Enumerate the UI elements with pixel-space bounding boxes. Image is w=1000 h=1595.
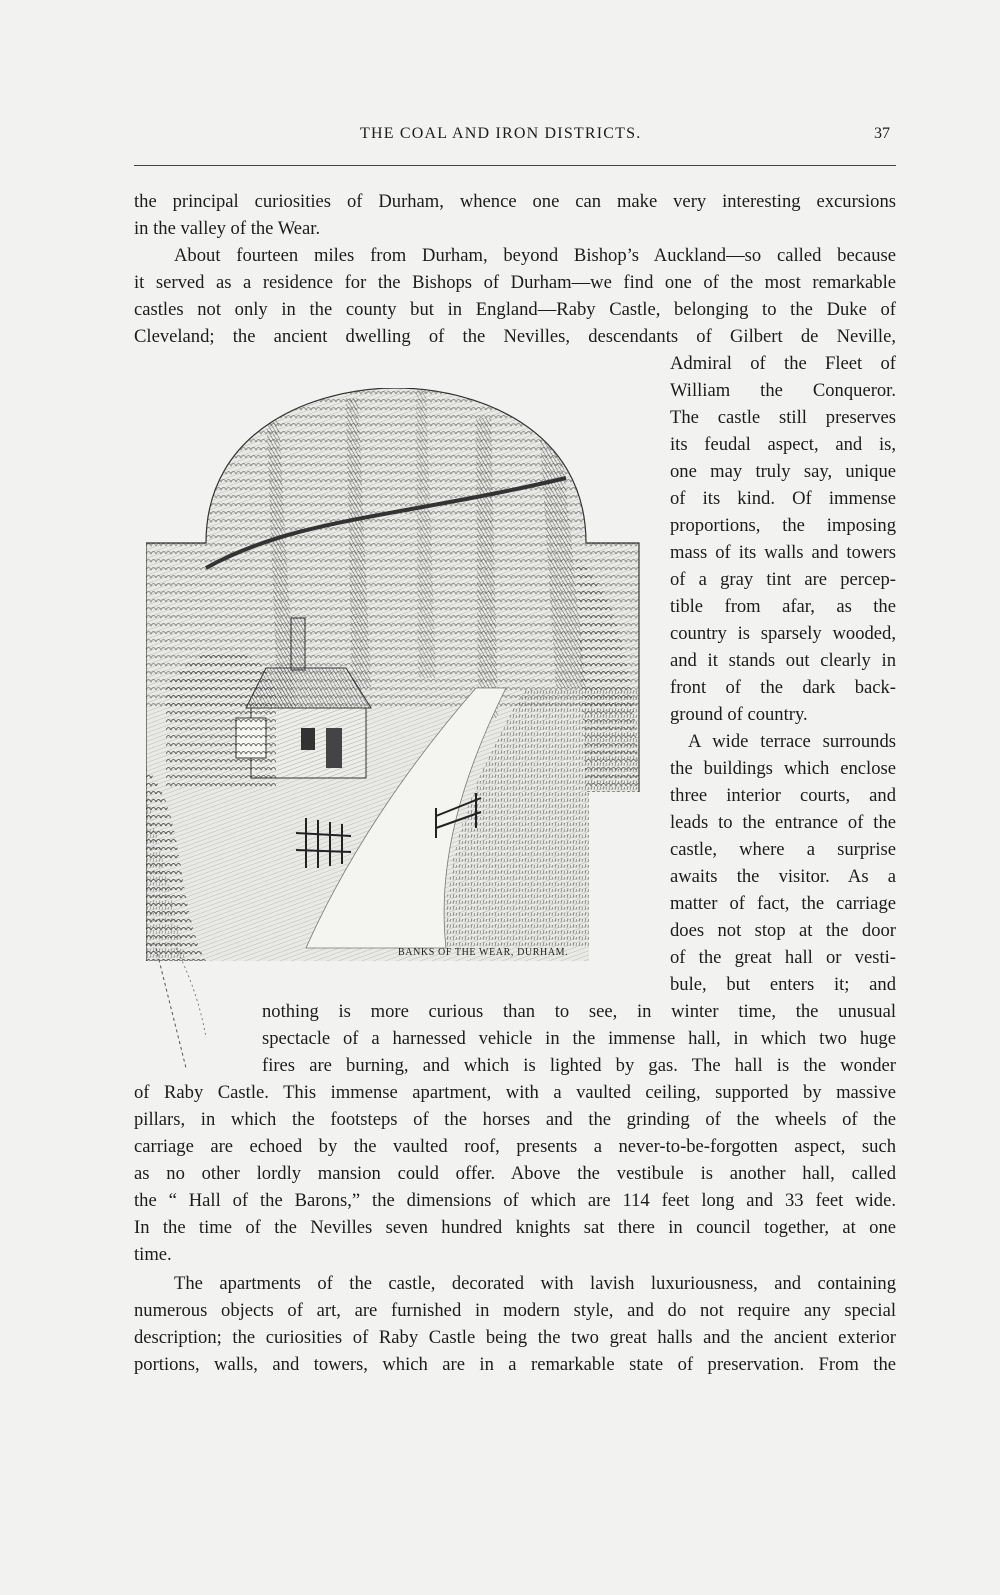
text-line: of Raby Castle. This immense apartment, with a vaulted ceiling, supported by massive — [134, 1082, 896, 1103]
engraving-illustration — [146, 388, 650, 1078]
text-line: The castle still preserves — [670, 407, 896, 428]
text-line: and it stands out clearly in — [670, 650, 896, 671]
text-line: nothing is more curious than to see, in winter time, the unusual — [262, 1001, 896, 1022]
running-title: THE COAL AND IRON DISTRICTS. — [360, 125, 642, 142]
text-line: About fourteen miles from Durham, beyond Bishop’s Auckland—so called because — [174, 245, 896, 266]
text-line: ground of country. — [670, 704, 808, 725]
text-line: in the valley of the Wear. — [134, 218, 321, 239]
text-line: description; the curiosities of Raby Castle being the two great halls and the ancient exterior — [134, 1327, 896, 1348]
text-line: Cleveland; the ancient dwelling of the Nevilles, descendants of Gilbert de Neville, — [134, 326, 896, 347]
text-line: the buildings which enclose — [670, 758, 896, 779]
text-line: portions, walls, and towers, which are in a remarkable state of preservation. From the — [134, 1354, 896, 1375]
text-line: In the time of the Nevilles seven hundred knights sat there in council together, at one — [134, 1217, 896, 1238]
text-line: bule, but enters it; and — [670, 974, 896, 995]
text-line: front of the dark back- — [670, 677, 896, 698]
text-line: pillars, in which the footsteps of the horses and the grinding of the wheels of the — [134, 1109, 896, 1130]
text-line: of the great hall or vesti- — [670, 947, 896, 968]
text-line: numerous objects of art, are furnished in modern style, and do not require any special — [134, 1300, 896, 1321]
text-line: time. — [134, 1244, 172, 1265]
text-line: fires are burning, and which is lighted by gas. The hall is the wonder — [262, 1055, 896, 1076]
text-line: three interior courts, and — [670, 785, 896, 806]
text-line: A wide terrace surrounds — [688, 731, 896, 752]
text-line: the “ Hall of the Barons,” the dimensions of which are 114 feet long and 33 feet wide. — [134, 1190, 896, 1211]
text-line: matter of fact, the carriage — [670, 893, 896, 914]
text-line: one may truly say, unique — [670, 461, 896, 482]
text-line: of a gray tint are percep- — [670, 569, 896, 590]
text-line: the principal curiosities of Durham, whence one can make very interesting excursions — [134, 191, 896, 212]
text-line: as no other lordly mansion could offer. Above the vestibule is another hall, called — [134, 1163, 896, 1184]
illustration-caption: BANKS OF THE WEAR, DURHAM. — [398, 947, 569, 958]
text-line: carriage are echoed by the vaulted roof, presents a never-to-be-forgotten aspect, such — [134, 1136, 896, 1157]
text-line: it served as a residence for the Bishops of Durham—we find one of the most remarkable — [134, 272, 896, 293]
text-line: proportions, the imposing — [670, 515, 896, 536]
text-line: of its kind. Of immense — [670, 488, 896, 509]
text-line: its feudal aspect, and is, — [670, 434, 896, 455]
text-line: leads to the entrance of the — [670, 812, 896, 833]
text-line: mass of its walls and towers — [670, 542, 896, 563]
text-line: castles not only in the county but in England—Raby Castle, belonging to the Duke of — [134, 299, 896, 320]
text-line: castle, where a surprise — [670, 839, 896, 860]
text-line: awaits the visitor. As a — [670, 866, 896, 887]
text-line: country is sparsely wooded, — [670, 623, 896, 644]
text-line: The apartments of the castle, decorated with lavish luxuriousness, and containing — [174, 1273, 896, 1294]
page-number: 37 — [874, 125, 890, 142]
header-rule — [134, 165, 896, 166]
text-line: William the Conqueror. — [670, 380, 896, 401]
text-line: does not stop at the door — [670, 920, 896, 941]
text-line: spectacle of a harnessed vehicle in the immense hall, in which two huge — [262, 1028, 896, 1049]
text-line: Admiral of the Fleet of — [670, 353, 896, 374]
running-head — [0, 125, 1000, 149]
text-line: tible from afar, as the — [670, 596, 896, 617]
